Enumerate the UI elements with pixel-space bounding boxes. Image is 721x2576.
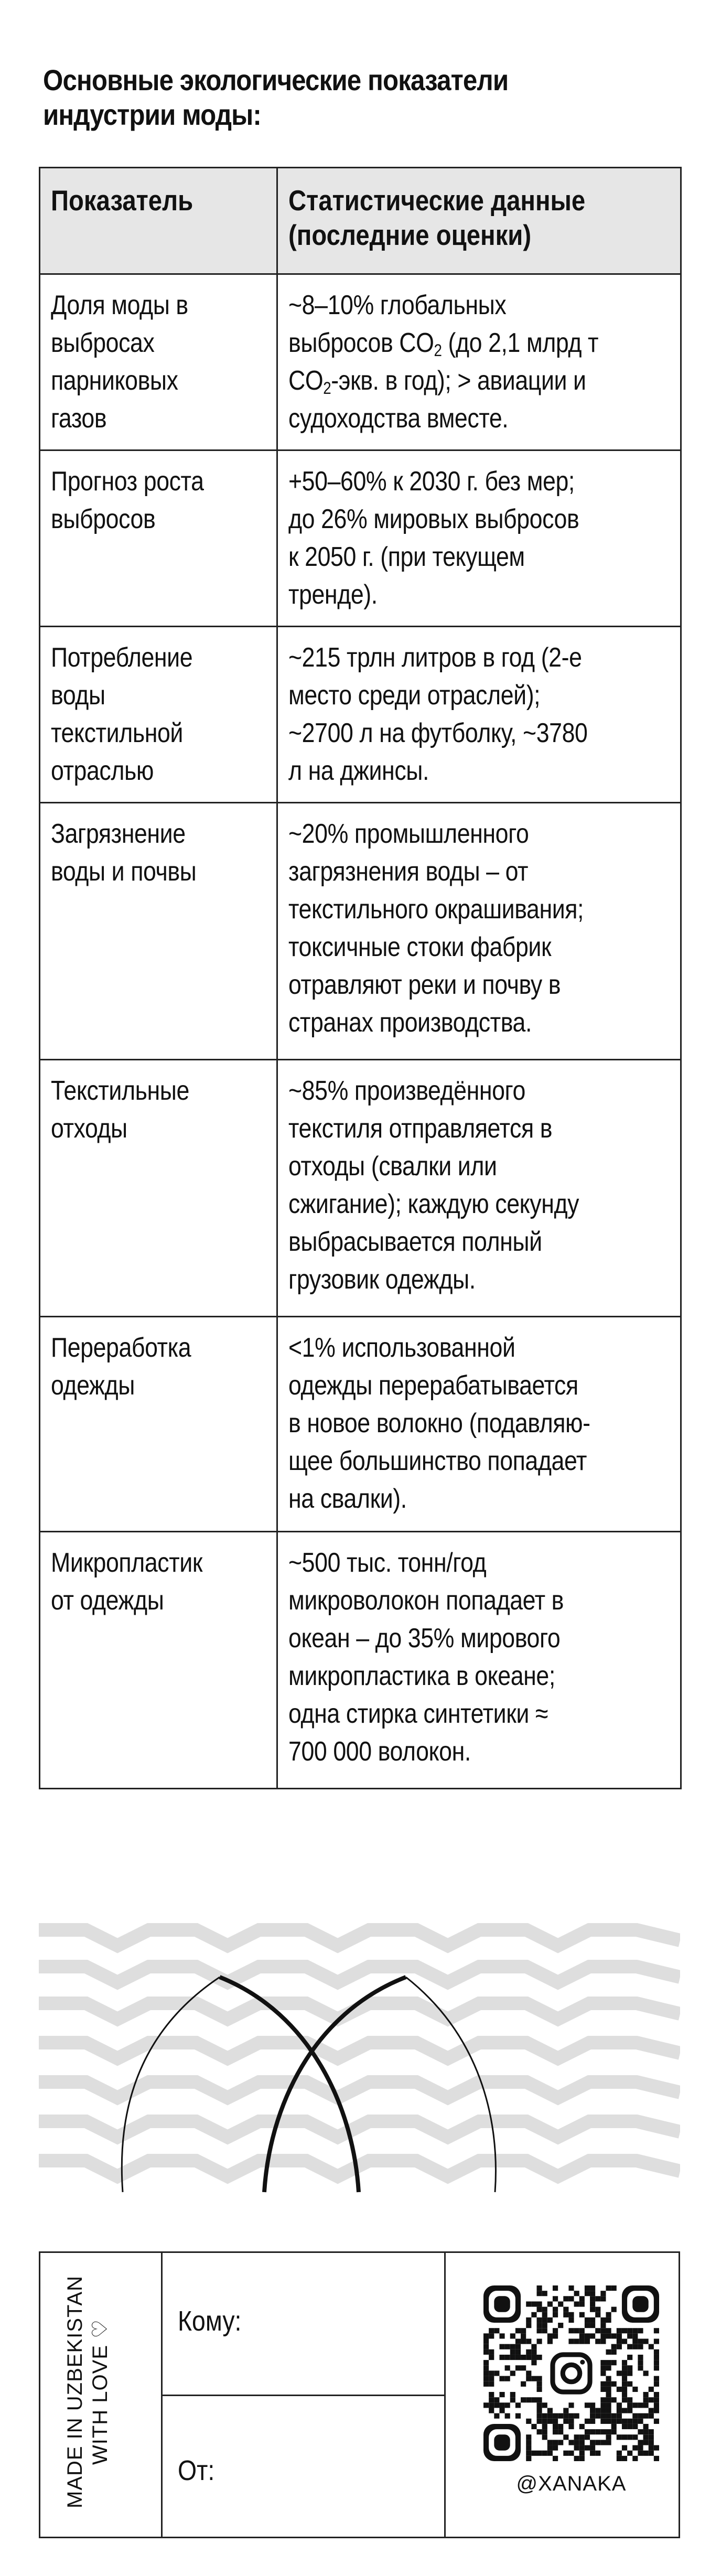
indicator-cell: Переработка одежды [40,1317,277,1532]
header-stats-line-1: Статистические данные [288,184,586,217]
indicator-cell: Прогноз роста выбросов [40,450,277,627]
header-indicator: Показатель [40,168,277,274]
table-row [40,1317,681,1532]
indicator-cell: Текстильные отходы [40,1060,277,1317]
header-statistics [277,168,681,274]
indicator-cell: Потребление воды текстильной отраслью [40,627,277,803]
header-stats-line-2: (последние оценки) [288,219,532,251]
wave-lines [39,1930,680,2176]
from-label: От: [178,2455,215,2486]
label-divider-right [444,2253,446,2537]
indicator-cell: Загрязнение воды и почвы [40,803,277,1060]
stats-cell: +50–60% к 2030 г. без мер; до 26% мировых выбросов к 2050 г. (при текущем тренде). [277,450,681,627]
decorative-pattern [39,1909,680,2203]
shipping-label [39,2251,680,2538]
indicators-table [39,167,682,1789]
instagram-handle[interactable]: @XANAKA [516,2472,627,2495]
stats-cell: ~85% произведённого текстиля отправляется в отходы (свалки или сжигание); каждую секунду выбрасывается полный грузовик одежды. [277,1060,681,1317]
table-header-row [40,168,681,274]
to-label: Кому: [178,2305,242,2337]
title-line-2: индустрии моды: [43,98,261,131]
instagram-icon [547,2349,595,2397]
table-row [40,274,681,450]
qr-code[interactable] [483,2285,659,2461]
label-divider-middle [161,2395,444,2396]
stats-cell: ~8–10% глобальных выбросов $CO_2$ (до 2,1 млрд т $CO_2$-экв. в год); > авиации и судоходства вместе. [277,274,681,450]
table-row [40,803,681,1060]
page-title [43,63,601,132]
stats-cell: ~20% промышленного загрязнения воды – от текстильного окрашивания; токсичные стоки фабрик отравляют реки и почву в странах производства. [277,803,681,1060]
table-row [40,1532,681,1789]
title-line-1: Основные экологические показатели [43,63,509,96]
table-row [40,450,681,627]
made-in-uzbekistan: MADE IN UZBEKISTAN WITH LOVE ♡ [63,2276,112,2508]
indicator-cell: Доля моды в выбросах парниковых газов [40,274,277,450]
table-row [40,1060,681,1317]
stats-cell: <1% использованной одежды перерабатывается в новое волокно (подавляю- щее большинство попадает на свалки). [277,1317,681,1532]
stats-cell: ~215 трлн литров в год (2-е место среди отраслей); ~2700 л на футболку, ~3780 л на джинсы. [277,627,681,803]
stats-cell: ~500 тыс. тонн/год микроволокон попадает в океан – до 35% мирового микропластика в океане; одна стирка синтетики ≈ 700 000 волокон. [277,1532,681,1789]
indicator-cell: Микропластик от одежды [40,1532,277,1789]
table-row [40,627,681,803]
